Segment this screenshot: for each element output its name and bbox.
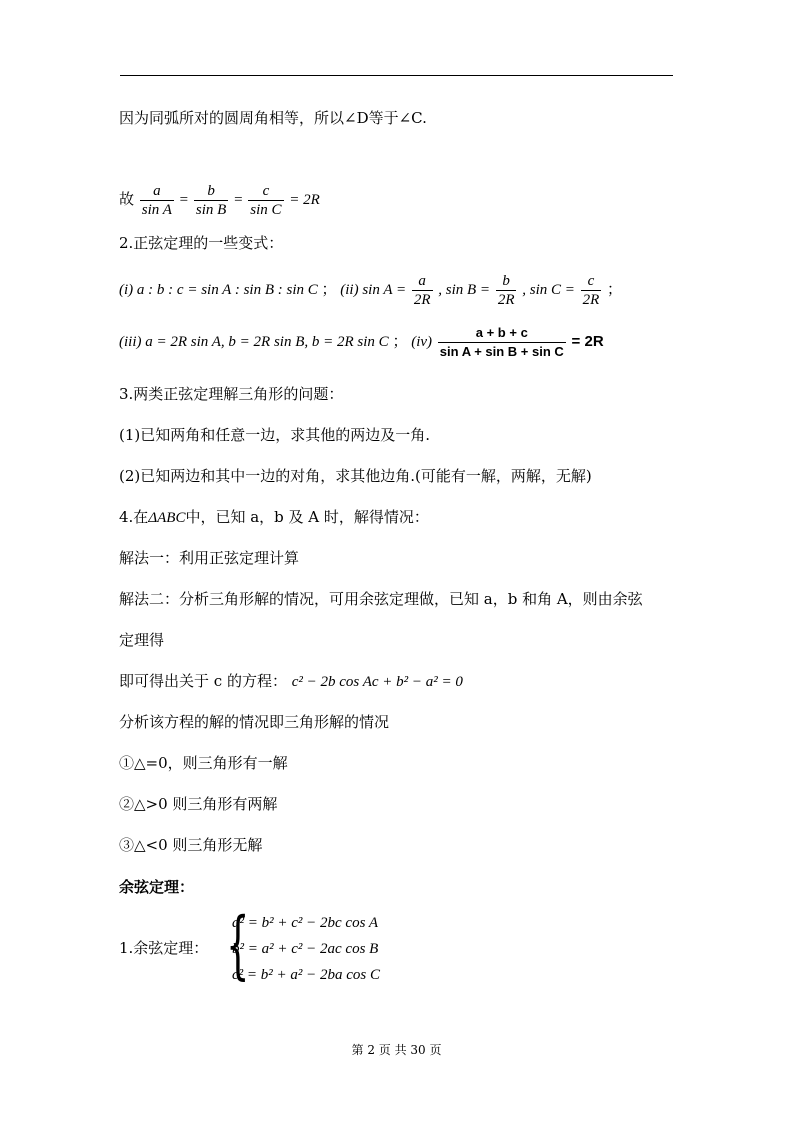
variant-iv-label: (iv) xyxy=(411,333,433,350)
case-3: ③△<0 则三角形无解 xyxy=(119,836,263,854)
cosine-equation-a: a² = b² + c² − 2bc cos A xyxy=(232,915,379,931)
variants-row-2: (iii) a = 2R sin A, b = 2R sin B, b = 2R sin C ； (iv) $\frac{a + b + c}{\text{sin A + sin B + sin C}}$ = 2R xyxy=(119,325,604,359)
variant-i-formula: a : b : c = sin A : sin B : sin C xyxy=(136,281,318,298)
type-2: (2)已知两边和其中一边的对角，求其他边角.(可能有一解，两解，无解) xyxy=(119,467,592,485)
fraction-sum-over-sines: $\frac{a + b + c}{\text{sin A + sin B + sin C}}$ xyxy=(439,325,564,359)
triangle-abc: ΔABC xyxy=(148,510,186,526)
cosine-equation-b: b² = a² + c² − 2ac cos B xyxy=(232,941,379,957)
method-2-line-1: 解法二：分析三角形解的情况，可用余弦定理做，已知 a，b 和角 A，则由余弦 xyxy=(119,590,643,608)
variant-ii-label: (ii) xyxy=(340,281,359,298)
variant-ii-sinC: , sin C = xyxy=(522,281,575,298)
fraction-b-2R: $\frac{b}{2R}$ xyxy=(497,273,515,308)
therefore-prefix: 故 xyxy=(119,191,135,208)
two-types-title: 3.两类正弦定理解三角形的问题： xyxy=(119,385,344,403)
quadratic-equation: c² − 2b cos Ac + b² − a² = 0 xyxy=(291,674,463,690)
variant-iii-label: (iii) xyxy=(119,333,142,350)
fraction-b-sinB: $\frac{b}{\text{sin B}}$ xyxy=(195,183,227,218)
equation-line xyxy=(119,671,463,692)
variant-iv-rhs: = 2R xyxy=(571,332,604,350)
equals-2R: = 2R xyxy=(289,191,320,208)
method-2-line-2: 定理得 xyxy=(119,631,165,649)
variant-iii-formula: a = 2R sin A, b = 2R sin B, b = 2R sin C xyxy=(145,333,389,350)
arc-note: 因为同弧所对的圆周角相等，所以∠D等于∠C. xyxy=(119,109,427,127)
variants-row-1: (i) a : b : c = sin A : sin B : sin C ； (ii) sin A = $\frac{a}{2R}$ , sin B = $\frac{b}{2R}$ , sin C = $\frac{c}{2R}$ ； xyxy=(119,273,623,308)
cosine-equation-c: c² = b² + a² − 2ba cos C xyxy=(232,967,381,983)
fraction-a-sinA: $\frac{a}{\text{sin A}}$ xyxy=(141,183,172,218)
item-4-prefix: 4.在 xyxy=(119,508,149,526)
variant-ii-sinB: , sin B = xyxy=(438,281,491,298)
fraction-c-2R: $\frac{c}{2R}$ xyxy=(582,273,600,308)
page-footer: 第 2 页 共 30 页 xyxy=(351,1043,442,1057)
type-1: (1)已知两角和任意一边，求其他的两边及一角. xyxy=(119,426,431,444)
analysis-line: 分析该方程的解的情况即三角形解的情况 xyxy=(119,713,390,731)
method-1: 解法一：利用正弦定理计算 xyxy=(119,549,300,567)
cosine-law-label: 1.余弦定理： xyxy=(119,939,209,957)
variants-title: 2.正弦定理的一些变式： xyxy=(119,234,284,252)
fraction-c-sinC: $\frac{c}{\text{sin C}}$ xyxy=(250,183,282,218)
case-1: ①△=0，则三角形有一解 xyxy=(119,754,288,772)
left-brace: { xyxy=(226,902,250,988)
header-rule xyxy=(120,75,673,76)
item-4 xyxy=(119,507,429,528)
variant-ii-sinA: sin A = xyxy=(362,281,407,298)
equation-prefix: 即可得出关于 c 的方程： xyxy=(119,672,287,690)
case-2: ②△>0 则三角形有两解 xyxy=(119,795,278,813)
cosine-law-title: 余弦定理： xyxy=(119,878,195,896)
variant-i-label: (i) xyxy=(119,281,134,298)
sine-law-equation: 故 $\frac{a}{\text{sin A}}$ = $\frac{b}{\text{sin B}}$ = $\frac{c}{\text{sin C}}$ = 2R xyxy=(119,183,320,218)
fraction-a-2R: $\frac{a}{2R}$ xyxy=(413,273,431,308)
item-4-suffix: 中，已知 a，b 及 A 时，解得情况： xyxy=(185,508,429,526)
